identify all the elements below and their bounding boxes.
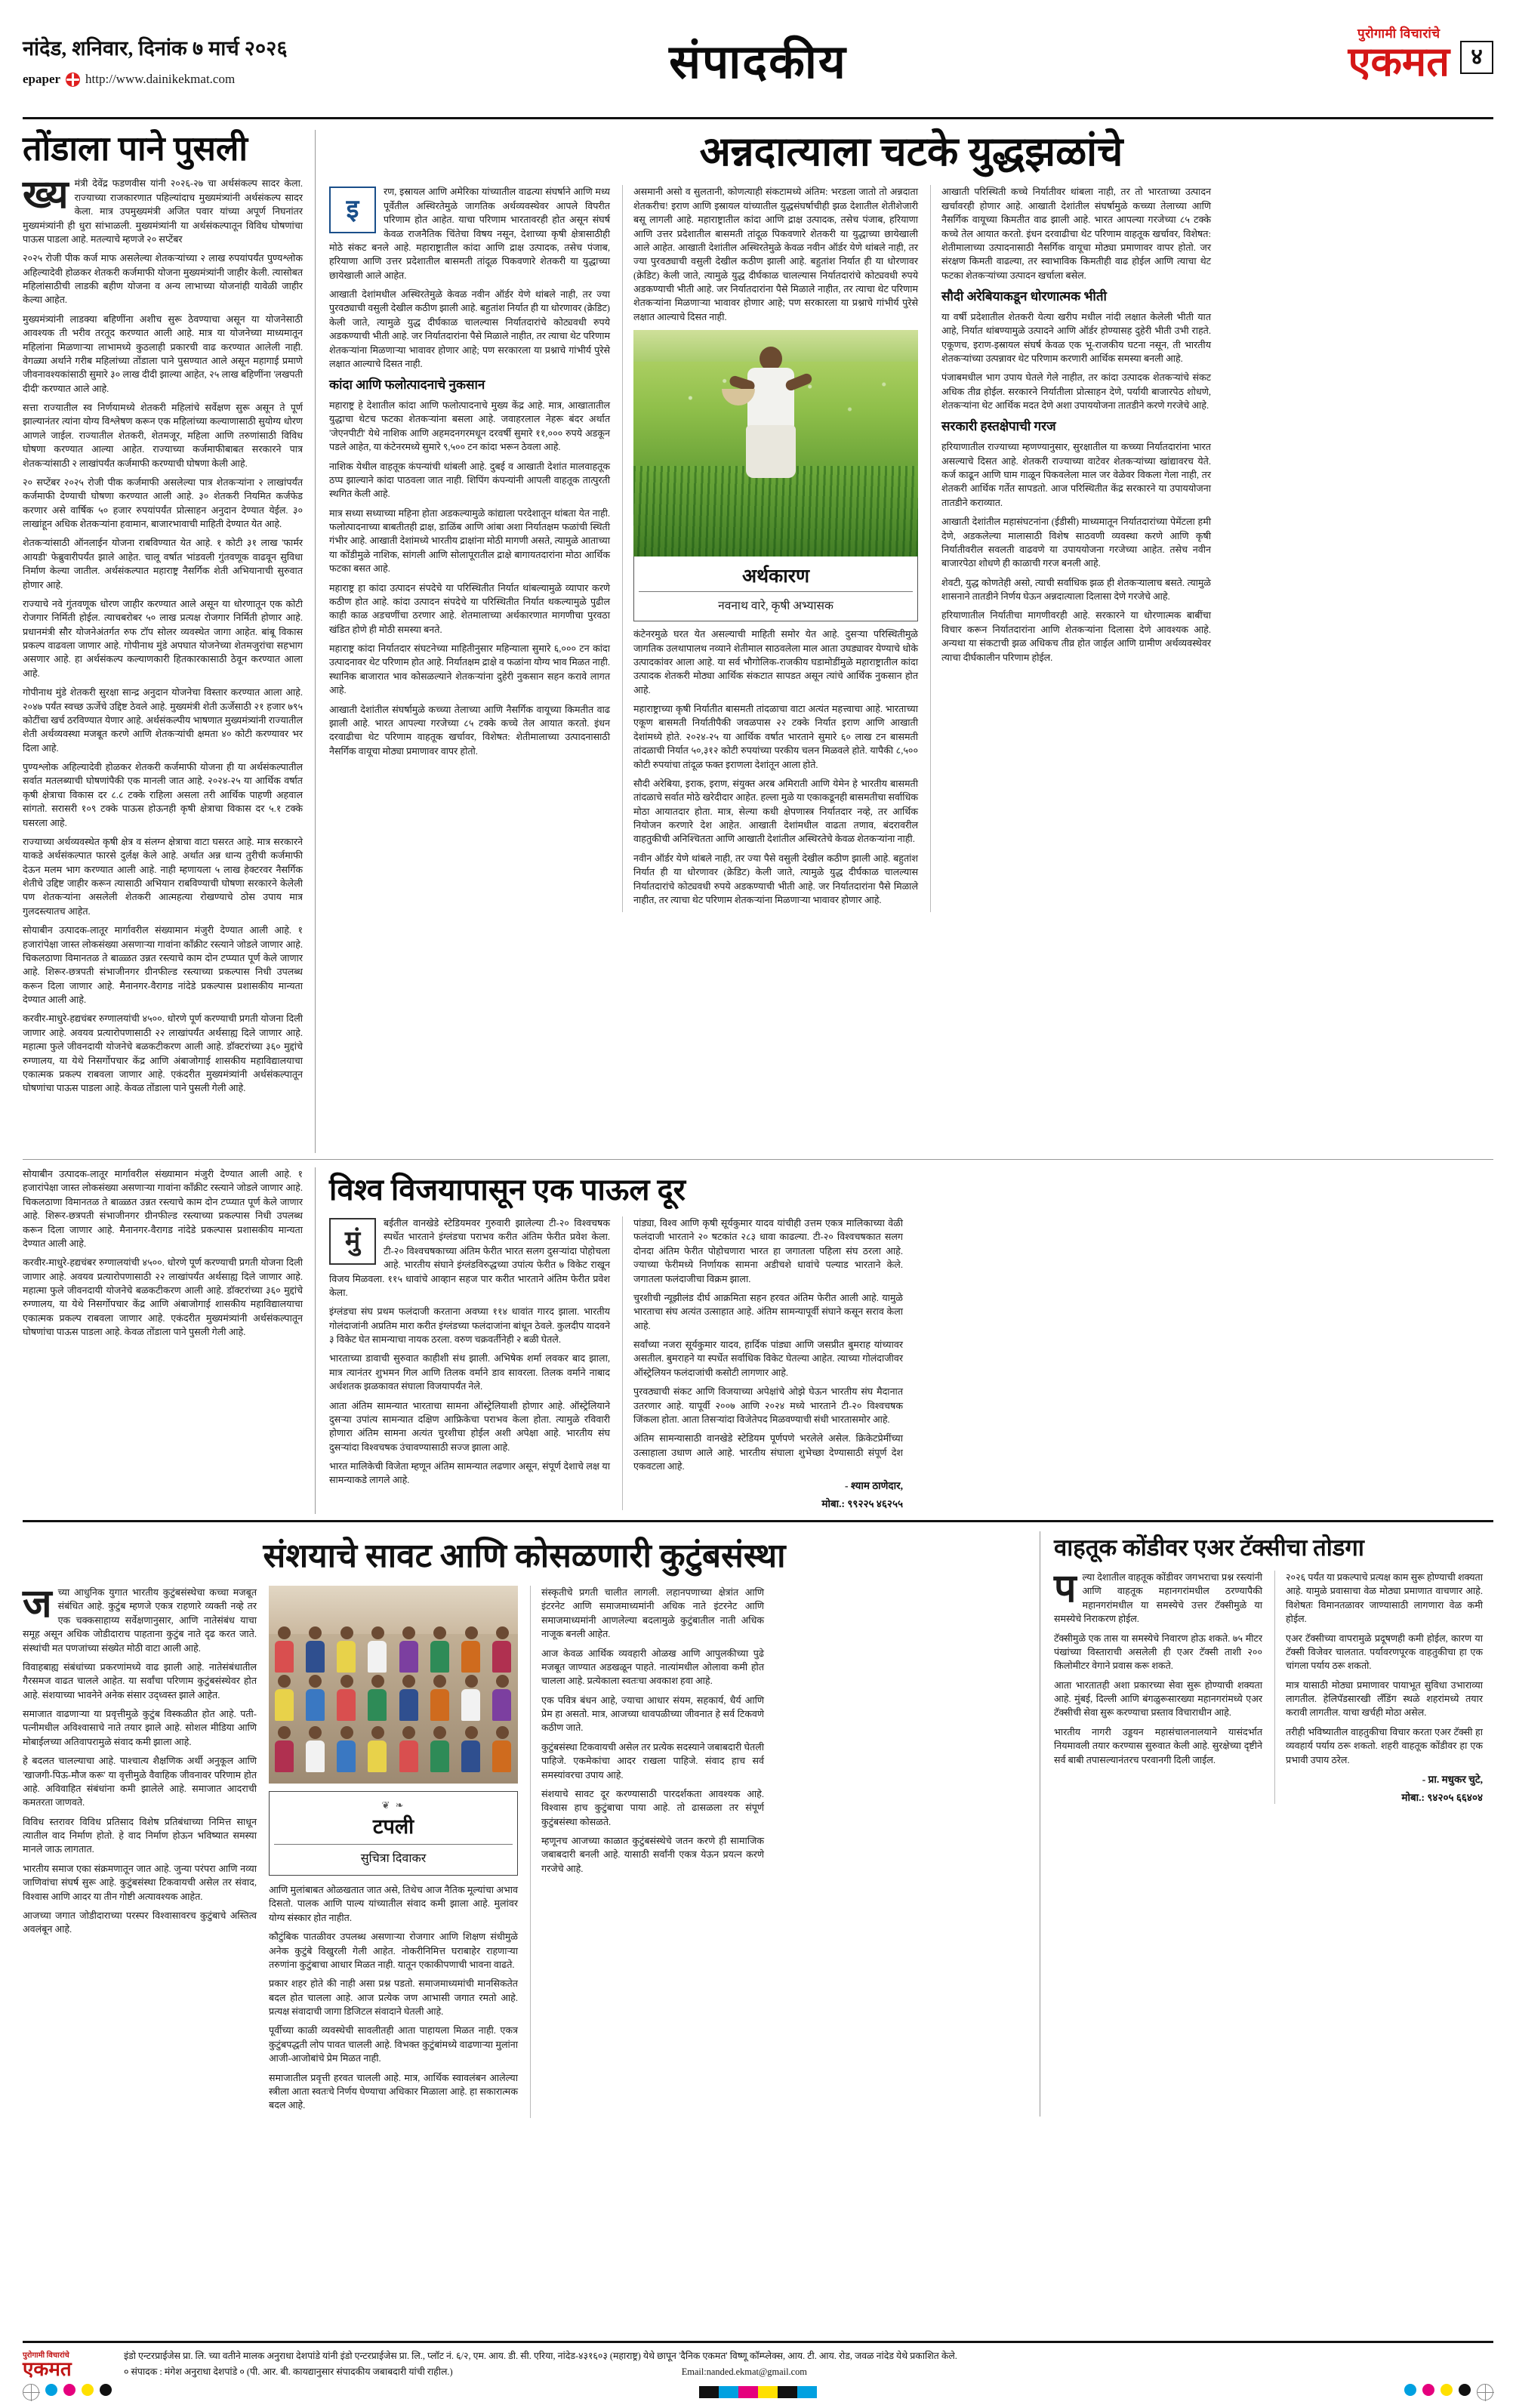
person-figure	[275, 1675, 294, 1721]
kicker-letter: मुं	[329, 1218, 376, 1265]
paragraph: पंजाबमधील भाग उपाय घेतले गेले नाहीत, तर कांदा उत्पादक शेतकऱ्यांचे संकट अधिक तीव्र होईल. सरकारने निर्यातीला प्रोत्साहन देणे, पर्यायी बाजारपेठ शोधणे, शेतकऱ्यांना थेट आर्थिक मदत देणे अशा उपाययोजना तातडीने करणे गरजेचे आहे.	[941, 372, 1211, 412]
person-figure	[306, 1675, 325, 1721]
person-figure	[430, 1626, 450, 1673]
paragraph: बईतील वानखेडे स्टेडियमवर गुरुवारी झालेल्या टी-२० विश्वचषक स्पर्धेत भारताने इंग्लंडचा पराभव करीत अंतिम फेरीत प्रवेश केला. टी-२० विश्वचषकाच्या अंतिम फेरीत भारत सलग दुसऱ्यांदा पोहोचला आहे. भारतीय संघाने इंग्लंडविरुद्धच्या उपांत्य फेरीत ७ विकेट राखून विजय मिळवला. ११५ धावांचे आव्हान सहज पार करीत भारताने अंतिम फेरीत प्रवेश केला.	[329, 1218, 610, 1298]
paragraph: शेतकऱ्यांसाठी ऑनलाईन योजना राबविण्यात येत आहे. १ कोटी ३१ लाख 'फार्मर आयडी' फेब्रुवारीपर्यंत झाले आहेत. चालू वर्षात भांडवली गुंतवणूक वाढवून सुविधा निर्माण केल्या जातील. अर्थसंकल्पात महाराष्ट्र नैसर्गिक शेती अभियानाची सुरुवात होणार आहे.	[23, 538, 303, 590]
author-contact: मोबा.: ९९२२५ ४६२५५	[821, 1498, 903, 1510]
paragraph: पल्या देशातील वाहतूक कोंडीवर जगभराचा प्रश्न रस्त्यांनी आणि वाहतूक महानगरांमधील ठरण्यापैकी महानगरांमधील या समस्येचे उत्तर टॅक्सीमुळे या समस्येचे निराकरण होईल.	[1054, 1568, 1262, 1625]
family-group-photo	[269, 1586, 518, 1784]
farmer-figure	[725, 347, 815, 498]
paragraph: राज्याचे नवे गुंतवणूक धोरण जाहीर करण्यात आले असून या धोरणातून एक कोटी रोजगार निर्मिती होईल. त्याचबरोबर ५० लाख प्रत्यक्ष रोजगार निर्मिती होणार आहे. प्रधानमंत्री सौर योजनेअंतर्गत रुफ टॉप सोलर व्यवस्थेत जागा आहेत. बांबू विकास प्रकल्प वाढवला जाणार आहे. गोपीनाथ मुंडे अपघात योजनेच्या शेतमजुरांचा सहभाग असणार आहे. हा अर्थसंकल्प कल्याणकारी हितकारकासाठी ठेवून करण्यात आला आहे.	[23, 598, 303, 679]
section-top	[23, 130, 1493, 1153]
paragraph: म्हणूनच आजच्या काळात कुटुंबसंस्थेचे जतन करणे ही सामाजिक जबाबदारी बनली आहे. यासाठी सर्वांनी एकत्र येऊन प्रयत्न करणे गरजेचे आहे.	[541, 1836, 764, 1874]
paragraph: आजच्या जगात जोडीदाराच्या परस्पर विश्वासावरच कुटुंबाचे अस्तित्व अवलंबून आहे.	[23, 1910, 257, 1935]
imprint-line-2	[124, 2365, 1493, 2379]
main-headline: अन्नदात्याला चटके युद्धझळांचे	[699, 129, 1123, 174]
paragraph: २०२५ रोजी पीक कर्ज माफ असलेल्या शेतकऱ्यांच्या २ लाख रुपयांपर्यंत पुण्यश्लोक अहिल्यादेवी होळकर शेतकरी कर्जमाफी योजना मुख्यमंत्र्यांनी जाहीर केली. त्यासोबत महिलांसाठीची लाडकी बहीण योजना व अन्य लाभाच्या योजनांही यावेळी जाहीर केल्या आहेत.	[23, 253, 303, 306]
person-figure	[275, 1726, 294, 1772]
paragraph: नवीन ऑर्डर येणे थांबले नाही, तर ज्या पैसे वसुली देखील कठीण झाली आहे. बहुतांश निर्यात ही या धोरणावर (क्रेडिट) केली जाते, त्यामुळे युद्ध दीर्घकाळ चालल्यास निर्यातदारांचे कोट्यवधी रुपये अडकण्याची भीती आहे. जर निर्यातदारांना पैसे मिळाले नाहीत, तर त्याचा थेट परिणाम शेतकऱ्यांना मिळणाऱ्या भावावर होणार आहे.	[633, 853, 918, 905]
paragraph: चुरशीची न्यूझीलंड दीर्घ आक्रमिता सहन हरवत अंतिम फेरीत आली आहे. यामुळे भारताचा संघ अत्यंत उत्साहात आहे. अंतिम सामन्यापूर्वी संघाने कसून सराव केला आहे.	[633, 1292, 903, 1331]
paragraph: तरीही भविष्यातील वाहतुकीचा विचार करता एअर टॅक्सी हा व्यवहार्य पर्याय ठरू शकतो. शहरी वाहतूक कोंडीवर हा एक प्रभावी उपाय ठरेल.	[1286, 1726, 1483, 1765]
paragraph: भारतीय नागरी उड्डयन महासंचालनालयाने यासंदर्भात नियमावली तयार करण्यास सुरुवात केली आहे. सुरक्षेच्या दृष्टीने सर्व बाबी तपासल्यानंतरच परवानगी दिली जाईल.	[1054, 1726, 1262, 1765]
paragraph: हे बदलत चालल्याचा आहे. पाश्चात्य शैक्षणिक अर्थी अनुकूल आणि 'खाजगी-पिऊ-मौज करू' या वृत्तीमुळे वैवाहिक जीवनावर परिणाम होत आहे. अविवाहित संबंधांना कमी झालेले आहे. समाजात आदराची कमतरता जाणवते.	[23, 1756, 257, 1808]
person-figure	[337, 1675, 356, 1721]
person-figure	[399, 1726, 419, 1772]
author-name: - श्याम ठाणेदार,	[844, 1480, 903, 1492]
cricket-columns	[329, 1216, 1493, 1510]
column-label-box	[269, 1791, 518, 1876]
paragraph: सोयाबीन उत्पादक-लातूर मार्गावरील संख्यामान मंजुरी देण्यात आली आहे. १ हजारांपेक्षा जास्त लोकसंख्या असणाऱ्या गावांना कॉंक्रीट रस्त्याने जोडले जाणार आहे. चिकलठाणा विमानतळ ते बाळ्ळत उन्नत रस्त्याचे काम दोन टप्प्यात पूर्ण केले जाणार आहे. शिरूर-छत्रपती संभाजीनगर ग्रीनफील्ड रस्त्याच्या प्रकल्पास निधी उपलब्ध करून दिला जाणार आहे. मैनानगर-वैरागड नांदेडे प्रकल्पास प्रशासकीय मान्यता देण्यात आली आहे.	[23, 1169, 303, 1249]
paragraph: भारताच्या डावाची सुरुवात काहीशी संथ झाली. अभिषेक शर्मा लवकर बाद झाला, मात्र त्यानंतर शुभमन गिल आणि तिलक वर्माने डाव सावरला. तिलक वर्माने नाबाद अर्धशतक झळकावत संघाला विजयापर्यंत नेले.	[329, 1353, 610, 1392]
person-figure	[492, 1675, 512, 1721]
color-dot-yellow-r	[1441, 2384, 1453, 2396]
paragraph: कंटेनरमुळे घरत येत असल्याची माहिती समोर येत आहे. दुसऱ्या परिस्थितीमुळे जागतिक उलथापालथ नव्याने शेतीमाल साठवलेला माल आता उघड्यावर येण्याचे धोके उत्पादकांवर आला आहे. या सर्व भौगोलिक-राजकीय घडामोडींमुळे महाराष्ट्रातील कांदा उत्पादक शेतकरी मोठ्या आर्थिक संकटात सापडत असून त्यांचे आर्थिक नुकसान होत आहे.	[633, 629, 918, 695]
paragraph: राज्याच्या अर्थव्यवस्थेत कृषी क्षेत्र व संलग्न क्षेत्राचा वाटा घसरत आहे. मात्र सरकारने याकडे अर्थसंकल्पात फारसे दुर्लक्ष केले आहे. अर्थात अन्न धान्य तुरीची कर्जमाफी देऊन मलम भाग करण्यात आली आहे. नाही म्हणायला ५ लाख हेक्टरवर नैसर्गिक शेतीचे उद्दिष्ट जाहीर करून त्यासाठी अभियान राबविण्याची घोषणा सरकारने केलेली पण शेतकऱ्यांना असलेली शेतकरी आत्महत्या रोखण्याचे ठोस उपाय मात्र गुलदस्त्यातच आहेत.	[23, 836, 303, 917]
footer-logo-name: एकमत	[23, 2358, 72, 2380]
color-dot-yellow	[82, 2384, 94, 2396]
print-registration-bar	[23, 2384, 1493, 2400]
editorial-body	[23, 174, 303, 1095]
paragraph: विविध स्तरावर विविध प्रतिसाद विशेष प्रतिबंधाच्या निमित्त साधून त्यातील वाद निर्माण होतो. हे वाद निर्माण होऊन भविष्यात समस्या मानले जाऊ लागतात.	[23, 1816, 257, 1855]
paragraph: महाराष्ट्र हा कांदा उत्पादन संपदेचे या परिस्थितीत निर्यात थांबल्यामुळे व्यापार करणे कठीण होत आहे. कांदा उत्पादन संपदेचे या परिस्थितीत निर्यात थकल्यामुळे पुढील काही काळ अडचणींचा ठरणार आहे. शेतमालाच्या अर्थकारणात मागणीचा पुरवठा खंडित होणे ही मोठी समस्या बनते.	[329, 582, 610, 635]
person-figure	[399, 1626, 419, 1673]
color-dot-cyan-r	[1404, 2384, 1416, 2396]
masthead-center	[347, 20, 1169, 92]
paragraph: असमानी असो व सुलतानी, कोणत्याही संकटामध्ये अंतिम: भरडला जातो तो अन्नदाता शेतकरीच! इराण आणि इस्रायल यांच्यातील युद्धसंघर्षाचीही झळ देशातील शेतीशेजारी बसू लागली आहे. महाराष्ट्रातील कांदा आणि द्राक्ष उत्पादक, तसेच पंजाब, हरियाणा आणि उत्तर प्रदेशातील बासमती तांदूळ पिकवणारे शेतकरी या युद्धाच्या छायेखाली आले आहेत. आखाती देशांतील अस्थिरतेमुळे केवळ नवीन ऑर्डर येणे थांबले नाही, तर ज्या पुरवठ्याची वसुली देखील कठीण झाली आहे. बहुतांश निर्यात ही या धोरणावर (क्रेडिट) केली जाते, त्यामुळे युद्ध दीर्घकाळ चालल्यास निर्यातदारांचे कोट्यवधी रुपये अडकण्याची भीती आहे. जर निर्यातदारांना पैसे मिळाले नाहीत, तर त्याचा थेट परिणाम शेतकऱ्यांना मिळणाऱ्या भावावर होणार आहे; पण सरकारला या प्रश्नाचे गांभीर्य पुरेसे लक्षात आल्याचे दिसत नाही.	[633, 187, 918, 322]
epaper-link[interactable]	[23, 72, 347, 87]
person-figure	[461, 1626, 481, 1673]
caption-author: नवनाथ वारे, कृषी अभ्यासक	[639, 591, 913, 613]
airtaxi-column-1	[1054, 1568, 1262, 1804]
caption-title: अर्थकारण	[741, 566, 810, 587]
column-author: सुचित्रा दिवाकर	[274, 1844, 513, 1866]
brand-tagline: पुरोगामी विचारांचे	[1357, 26, 1441, 41]
person-figure	[492, 1626, 512, 1673]
paragraph: कुटुंबसंस्था टिकवायची असेल तर प्रत्येक सदस्याने जबाबदारी घेतली पाहिजे. एकमेकांचा आदर राखला पाहिजे. संवाद हाच सर्व समस्यांवरचा उपाय आहे.	[541, 1741, 764, 1781]
article-family	[23, 1531, 1040, 2117]
section-bottom	[23, 1520, 1493, 2117]
paragraph: आखाती परिस्थिती कच्चे निर्यातीवर थांबला नाही, तर तो भारताच्या उत्पादन खर्चावरही होणार आहे. आखाती देशांतील संघर्षामुळे कच्च्या तेलाच्या आणि नैसर्गिक वायूच्या किमतीत वाढ झाली आहे. भारत आपल्या गरजेच्या ८५ टक्के कच्चे तेल आयात करतो. इंधन दरवाढीचा थेट परिणाम वाहतूक खर्चावर, विशेषत: शेतीमालाच्या उत्पादनासाठी नैसर्गिक वायूचा मोठ्या प्रमाणावर वापर होतो. जर संरक्षण किमती वाढल्या, तर स्वाभाविक किमतीही वाढ होईल आणि त्याचा थेट फटका शेतकऱ्यांच्या उत्पादन खर्चाला बसेल.	[941, 187, 1211, 281]
person-figure	[337, 1726, 356, 1772]
airtaxi-headline: वाहतूक कोंडीवर एअर टॅक्सीचा तोडगा	[1054, 1534, 1364, 1561]
paragraph: विवाहबाह्य संबंधांच्या प्रकरणांमध्ये वाढ झाली आहे. नातेसंबंधातील गैरसमज वाढत चालले आहेत. या सर्वांचा परिणाम कुटुंबसंस्थेवर होत आहे. संशयाच्या भावनेने अनेक संसार उद्ध्वस्त झाले आहेत.	[23, 1661, 257, 1700]
color-dot-cyan	[45, 2384, 57, 2396]
paragraph: महाराष्ट्र कांदा निर्यातदार संघटनेच्या माहितीनुसार महिन्याला सुमारे ६,००० टन कांदा उत्पादनावर थेट परिणाम होत आहे. निर्यातक्षम द्राक्षे व फळांना योग्य भाव मिळत नाही. स्थानिक बाजारात भाव कोसळल्याने शेतकऱ्यांना दुहेरी नुकसान सहन करावे लागत आहे.	[329, 643, 610, 696]
paragraph: शेवटी, युद्ध कोणतेही असो, त्याची सर्वाधिक झळ ही शेतकऱ्यालाच बसते. त्यामुळे शासनाने तातडीने निर्णय घेऊन अन्नदात्याला दिलासा देणे गरजेचे आहे.	[941, 577, 1211, 603]
person-figure	[337, 1626, 356, 1673]
color-dot-magenta	[63, 2384, 75, 2396]
brand-name: एकमत	[1348, 39, 1450, 85]
paragraph: भारतीय समाज एका संक्रमणातून जात आहे. जुन्या परंपरा आणि नव्या जाणिवांचा संघर्ष सुरू आहे. कुटुंबसंस्था टिकवायची असेल तर संवाद, विश्वास आणि आदर या तीन गोष्टी अत्यावश्यक आहेत.	[23, 1863, 257, 1902]
person-figure	[306, 1626, 325, 1673]
paragraph: महाराष्ट्र हे देशातील कांदा आणि फलोत्पादनाचे मुख्य केंद्र आहे. मात्र, आखातातील युद्धाचा थेटच फटका शेतकऱ्यांना बसला आहे. जवाहरलाल नेहरू बंदर अर्थात 'जेएनपीटी' येथे नाशिक आणि अहमदनगरमधून दरवर्षी सुमारे ११,००० रुपये अडकून पडले आहेत, या कंटेनरमध्ये सुमारे ९,५०० टन कांदा भरून ठेवला आहे.	[329, 400, 610, 453]
paragraph: सत्ता राज्यातील स्व निर्णयामध्ये शेतकरी महिलांचे सर्वेक्षण सुरू असून ते पूर्ण झाल्यानंतर त्यांना योग्य विश्लेषण करून एक महिलांच्या कल्याणासाठी सुयोग्य धोरण आणले जाईल. राज्यातील शेतकरी, शेतमजूर, महिला आणि तरुणांसाठी विविध घोषणा करण्यात आल्या आहेत. राज्याच्या कर्जमाफीबाबत सरकारने पात्र शेतकऱ्यांसाठी २ लाखांपर्यंत कर्जमाफी करण्याची घोषणा केली आहे.	[23, 402, 303, 469]
strip-cyan	[719, 2386, 738, 2398]
person-figure	[306, 1726, 325, 1772]
paragraph: एअर टॅक्सीच्या वापरामुळे प्रदूषणही कमी होईल, कारण या टॅक्सी विजेवर चालतात. पर्यावरणपूरक वाहतुकीचा हा एक चांगला पर्याय ठरू शकतो.	[1286, 1633, 1483, 1672]
person-figure	[368, 1626, 387, 1673]
registration-mark-icon	[23, 2384, 39, 2400]
paragraph: पांड्या, विश्व आणि कृषी सूर्यकुमार यादव यांचीही उत्तम एकत्र मालिकाच्या वेळी फलंदाजी भारताने २० षटकांत २८३ धावा काढल्या. टी-२० विश्वचषकात सलग दोनदा अंतिम फेरीत पोहोचणारा भारत हा जगातला पहिला संघ ठरला आहे. ज्याच्या फेरीमध्ये निर्णायक सामना अडीचशे धावांचे पल्याड भारताने केले. जगातला फलंदाजीचा विक्रम झाला.	[633, 1218, 903, 1284]
airtaxi-column-2	[1274, 1571, 1483, 1804]
paragraph: रण, इस्रायल आणि अमेरिका यांच्यातील वाढत्या संघर्षाने आणि मध्य पूर्वेतील अस्थिरतेमुळे जागतिक अर्थव्यवस्थेवर आपले विपरीत परिणाम होत आहेत. याचा परिणाम भारतावरही होत असून संघर्ष केवळ राजनैतिक चिंतेचा विषय नसून, देशाच्या कृषी क्षेत्रासाठीही मोठे संकट बनले आहे. महाराष्ट्रातील कांदा आणि द्राक्ष उत्पादक, तसेच पंजाब, हरियाणा आणि उत्तर प्रदेशातील बासमती तांदूळ पिकवणारे शेतकरी या युद्धाच्या छायेखाली आले आहेत.	[329, 187, 610, 281]
person-figure	[430, 1726, 450, 1772]
paragraph: आणि मुलांबाबत ओळखतात जात असे, तिथेच आज नैतिक मूल्यांचा अभाव दिसतो. पालक आणि पाल्य यांच्यातील संवाद कमी झाला आहे. मुलांवर योग्य संस्कार होत नाहीत.	[269, 1885, 518, 1923]
paragraph: २० सप्टेंबर २०२५ रोजी पीक कर्जमाफी असलेल्या पात्र शेतकऱ्यांना २ लाखांपर्यंत कर्जमाफी देण्याची घोषणा करण्यात आली आहे. ३० शेतकरी नियमित कर्जफेड करणार असे वार्षिक ५० हजार रुपयांपर्यंत प्रोत्साहन अनुदान देण्यात येईल. ३० लाखांहून अधिक शेतकऱ्यांना हवामान, बाजारभावाची माहिती देण्यात येत आहे.	[23, 476, 303, 530]
strip-cyan-2	[797, 2386, 817, 2398]
paragraph: मुख्यमंत्र्यांनी लाडक्या बहिणींना अशीच सुरू ठेवण्याचा असून या योजनेसाठी आवश्यक ती भरीव तरतूद करण्यात आली आहे. मात्र या योजनेच्या माध्यमातून महिलांना मिळणाऱ्या लाभामध्ये कुठलाही प्रकारची वाढ करण्यात आलेली नाही. वेगळ्या अर्थाने गरीब महिलांच्या तोंडाला पाने पुसण्यात आले असून महागाई प्रमाणे जीवनावश्यकांसाठी सुमारे ३० लाख दीदी झाल्या आहेत, २५ लाख बहिणींना 'लखपती दीदी' करण्यात आले आहे.	[23, 313, 303, 394]
paragraph: आखाती देशांतील संघर्षामुळे कच्च्या तेलाच्या आणि नैसर्गिक वायूच्या किमतीत वाढ झाली आहे. भारत आपल्या गरजेच्या ८५ टक्के कच्चे तेल आयात करतो. इंधन दरवाढीचा थेट परिणाम वाहतूक खर्चावर, विशेषत: शेतीमालाच्या उत्पादनासाठी नैसर्गिक वायूचा मोठ्या प्रमाणावर वापर होतो.	[329, 704, 610, 757]
cricket-headline: विश्व विजयापासून एक पाऊल दूर	[329, 1173, 686, 1207]
article-cricket	[316, 1167, 1493, 1514]
family-column-3	[530, 1586, 764, 2118]
registration-marks-left	[23, 2384, 112, 2400]
footer-email[interactable]: Email:nanded.ekmat@gmail.com	[681, 2366, 807, 2377]
globe-icon	[66, 72, 80, 87]
photo-row-middle	[269, 1675, 518, 1721]
paragraph: समाजातील प्रवृत्ती हरवत चालली आहे. मात्र, आर्थिक स्वावलंबन आलेल्या स्त्रीला आता स्वतःचे निर्णय घेण्याचा अधिकार मिळाला आहे. हा सकारात्मक बदल आहे.	[269, 2072, 518, 2111]
person-figure	[368, 1675, 387, 1721]
paragraph: हरियाणातील राज्याच्या म्हणण्यानुसार, सुरक्षातील या कच्च्या निर्यातदारांना भारत असल्याचे दिसत आहे. शेतकरी राज्याच्या वाटेवर शेतकऱ्यांच्या खांद्यावरच येते. कर्ज काढून आणि घाम गाळून पिकवलेला माल जर वेळेवर विकला गेला नाही, तर शेतकरी आर्थिक गर्तेत सापडतो. आज परिस्थितीत केंद्र सरकारने या उपाययोजना तातडीने कराव्यात.	[941, 442, 1211, 508]
color-dot-black-r	[1459, 2384, 1471, 2396]
strip-magenta	[738, 2386, 758, 2398]
masthead	[23, 20, 1493, 119]
page-footer	[23, 2341, 1493, 2379]
article-airtaxi	[1040, 1531, 1493, 2117]
paragraph: आता अंतिम सामन्यात भारताचा सामना ऑस्ट्रेलियाशी होणार आहे. ऑस्ट्रेलियाने दुसऱ्या उपांत्य सामन्यात दक्षिण आफ्रिकेचा पराभव केला होता. त्यामुळे रविवारी होणारा अंतिम सामना अत्यंत चुरशीचा होईल अशी अपेक्षा आहे. भारतीय संघ दुसऱ्यांदा विश्वचषक उंचावण्यासाठी सज्ज झाला आहे.	[329, 1400, 610, 1453]
paragraph: जच्या आधुनिक युगात भारतीय कुटुंबसंस्थेचा कच्चा मजबूत संबंधित आहे. कुटुंब म्हणजे एकत्र राहणारे व्यक्ती नव्हे तर एक चक्कसाहाय्य सर्वेक्षणानुसार, आणि नातेसंबंध याचा समूह असून अधिक जोडीदाराच पाहताना कुटुंब नाते दृढ करत जाते. संस्थांची मत पणजांच्या संख्येत मोठी वाटा आली आहे.	[23, 1583, 257, 1654]
paragraph: पूर्वीच्या काळी व्यवस्थेची सावलीतही आता पाहायला मिळत नाही. एकत्र कुटुंबपद्धती लोप पावत चालली आहे. विभक्त कुटुंबांमध्ये वाढणाऱ्या मुलांना आजी-आजोबांचे प्रेम मिळत नाही.	[269, 2025, 518, 2064]
paragraph: टॅक्सीमुळे एक तास या समस्येचे निवारण होऊ शकते. ७५ मीटर पंखांच्या विस्ताराची असलेली ही एअर टॅक्सी ताशी २०० किलोमीटर वेगाने प्रवास करू शकते.	[1054, 1633, 1262, 1672]
footer-logo-tagline: पुरोगामी विचारांचे	[23, 2351, 69, 2360]
paragraph: अंतिम सामन्यासाठी वानखेडे स्टेडियम पूर्णपणे भरलेले असेल. क्रिकेटप्रेमींच्या उत्साहाला उधाण आले आहे. भारतीय संघाला शुभेच्छा देण्यासाठी संपूर्ण देश एकवटला आहे.	[633, 1433, 903, 1472]
paragraph: इंग्लंडचा संघ प्रथम फलंदाजी करताना अवघ्या ११४ धावांत गारद झाला. भारतीय गोलंदाजांनी अप्रतिम मारा करीत इंग्लंडच्या फलंदाजांना बांधून ठेवले. कुलदीप यादवने ३ विकेट घेत सामन्याचा नायक ठरला. वरुण चक्रवर्तीनेही २ बळी घेतले.	[329, 1306, 610, 1345]
column-name: टपली	[372, 1815, 414, 1838]
photo-caption-box	[633, 557, 918, 621]
cricket-column-1	[329, 1216, 610, 1510]
color-strip	[699, 2386, 817, 2398]
farmer-field-photo	[633, 330, 918, 557]
paragraph: पुण्यश्लोक अहिल्यादेवी होळकर शेतकरी कर्जमाफी योजना ही या अर्थसंकल्पातील सर्वात मतलब्याची घोषणांपैकी एक मानली जात आहे. २०२४-२५ या आर्थिक वर्षात कृषी क्षेत्राचा विकास दर ८.८ टक्के राहिला असला तरी आर्थिक पाहणी अहवाल सांगतो. सरासरी १०९ टक्के पाऊस होऊनही कृषी क्षेत्राचा विकास दर ५.१ टक्के घसरला आहे.	[23, 762, 303, 828]
subheading: सरकारी हस्तक्षेपाची गरज	[941, 419, 1056, 434]
epaper-url: http://www.dainikekmat.com	[85, 72, 236, 86]
person-figure	[399, 1675, 419, 1721]
page-number: ४	[1460, 41, 1493, 74]
paragraph: गोपीनाथ मुंडे शेतकरी सुरक्षा सान्द्र अनुदान योजनेचा विस्तार करण्यात आला आहे. २०४७ पर्यंत स्वच्छ ऊर्जेचे उद्दिष्ट ठेवले आहे. मुख्यमंत्री शेती ऊर्जेसाठी २१ हजार ७९५ कोटींचा खर्च ठरविण्यात येणार आहे. अर्थसंकल्पीय भाषणात मुख्यमंत्र्यांनी राज्यातील शेती अर्थव्यवस्था मजबूत करणे आणि शेतकऱ्यांची क्षमता ४० कोटी करण्यावर भर दिला आहे.	[23, 687, 303, 754]
bird-icon: ❦ ❧	[381, 1799, 405, 1811]
epaper-label: epaper	[23, 72, 61, 86]
paragraph: सर्वांच्या नजरा सूर्यकुमार यादव, हार्दिक पांड्या आणि जसप्रीत बुमराह यांच्यावर असतील. बुमराहने या स्पर्धेत सर्वाधिक विकेट घेतल्या आहेत. त्याच्या गोलंदाजीवर ऑस्ट्रेलियन फलंदाजांची कसोटी लागणार आहे.	[633, 1340, 903, 1378]
farmer-body	[747, 368, 794, 428]
person-figure	[461, 1726, 481, 1772]
paragraph: या वर्षी प्रदेशातील शेतकरी येत्या खरीप मधील नांदी लक्षात केलेली भीती यात आहे, निर्यात थांबण्यामुळे उत्पादने आणि ऑर्डर होण्यासह दुहेरी भीती उभी राहते. एकूणच, इराण-इस्रायल संघर्ष केवळ एक भू-राजकीय घटना नसून, ती भारतीय शेतकऱ्यांच्या उत्पन्नावर थेट परिणाम करणारी आर्थिक समस्या बनली आहे.	[941, 311, 1211, 364]
registration-marks-right	[1404, 2384, 1493, 2400]
paragraph: संशयाचे सावट दूर करण्यासाठी पारदर्शकता आवश्यक आहे. विश्वास हाच कुटुंबाचा पाया आहे. तो ढासळला तर संपूर्ण कुटुंबसंस्था कोसळते.	[541, 1788, 764, 1827]
strip-black	[699, 2386, 719, 2398]
paragraph: ख्यमंत्री देवेंद्र फडणवीस यांनी २०२६-२७ चा अर्थसंकल्प सादर केला. राज्याच्या राजकारणात पहिल्यांदाच मुख्यमंत्र्यांनी अर्थसंकल्प सादर केला. मात्र उपमुख्यमंत्री अजित पवार यांच्या अपूर्ण निघनांतर मुख्यमंत्र्यांनी ही धुरा सांभाळली. मुख्यमंत्र्यांनी या अर्थसंकल्पातून विविध घोषणांचा पाऊस पाडला आहे. मतल्याचे म्हणजे २० सप्टेंबर	[23, 174, 303, 245]
strip-yellow	[758, 2386, 778, 2398]
place-date: नांदेड, शनिवार, दिनांक ७ मार्च २०२६	[23, 37, 288, 60]
registration-mark-icon-right	[1477, 2384, 1493, 2400]
family-column-2	[269, 1586, 518, 2118]
paragraph: आता भारतातही अशा प्रकारच्या सेवा सुरू होण्याची शक्यता आहे. मुंबई, दिल्ली आणि बंगळुरूसारख्या महानगरांमध्ये एअर टॅक्सीची सेवा सुरू करण्याचा प्रस्ताव विचाराधीन आहे.	[1054, 1679, 1262, 1719]
masthead-right	[1169, 20, 1493, 85]
subheading: कांदा आणि फलोत्पादनाचे नुकसान	[329, 378, 485, 393]
paragraph: भारत मालिकेची विजेता म्हणून अंतिम सामन्यात लढणार असून, संपूर्ण देशाचे लक्ष या सामन्याकडे लागले आहे.	[329, 1461, 610, 1486]
imprint-line-2-text: ० संपादक : मंगेश अनुराधा देशपांडे ० (पी. आर. बी. कायद्यानुसार संपादकीय जबाबदारी यांची राहील.)	[124, 2366, 453, 2377]
paragraph: मात्र सध्या सध्याच्या महिना होता अडकल्यामुळे कांद्याला परदेशातून थांबता येत नाही. फलोत्पादनाच्या बाबतीतही द्राक्ष, डाळिंब आणि आंबा अशा निर्यातक्षम फळांची स्थिती गंभीर आहे. आखाती देशांमध्ये भारतीय द्राक्षांना मोठी मागणी असते, त्यामुळे आताच्या या कोंडीमुळे नाशिक, सांगली आणि सोलापूरातील द्राक्षे बागायतदारांना मोठा आर्थिक फटका बसत आहे.	[329, 507, 610, 575]
photo-row-back	[269, 1626, 518, 1673]
author-contact: मोबा.: ९४२०५ ६६४०४	[1401, 1791, 1483, 1803]
section-title: संपादकीय	[669, 37, 847, 88]
person-figure	[492, 1726, 512, 1772]
airtaxi-columns	[1054, 1568, 1493, 1804]
article-editorial	[23, 130, 316, 1153]
main-columns	[329, 185, 1493, 912]
paragraph: नाशिक येथील वाहतूक कंपन्यांची थांबली आहे. दुबई व आखाती देशांत मालवाहतूक ठप्प झाल्याने कांदा पाठवला जात नाही. शिपिंग कंपन्यांनी आपली वाहतूक तात्पुरती स्थगित केली आहे.	[329, 461, 610, 500]
kicker-letter: इ	[329, 187, 376, 233]
brand-logo	[1348, 24, 1450, 85]
paragraph: एक पवित्र बंधन आहे, ज्याचा आधार संयम, सहकार्य, धैर्य आणि प्रेम हा असतो. मात्र, आजच्या धावपळीच्या जीवनात हे सर्व टिकवणे कठीण जाते.	[541, 1694, 764, 1734]
paragraph: प्रकार शहर होते की नाही असा प्रश्न पडतो. समाजमाध्यमांची मानसिकतेत बदल होत चालला आहे. आज प्रत्येक जण आभासी जगात रमतो आहे. प्रत्यक्ष संवादाची जागा डिजिटल संवादाने घेतली आहे.	[269, 1978, 518, 2017]
article-main	[316, 130, 1493, 1153]
paragraph: पुरवठ्याची संकट आणि विजयाच्या अपेक्षांचे ओझे घेऊन भारतीय संघ मैदानात उतरणार आहे. यापूर्वी २००७ आणि २०२४ मध्ये भारताने टी-२० विश्वचषक जिंकला होता. आता तिसऱ्यांदा विजेतेपद मिळवण्याची संधी भारतासमोर आहे.	[633, 1386, 903, 1425]
family-columns	[23, 1583, 1026, 2118]
farmer-dhoti	[746, 425, 796, 478]
paragraph: हरियाणातील निर्यातीचा मागणीवरही आहे. सरकारने या धोरणात्मक बाबींचा विचार करून निर्यातदारांना आणि शेतकऱ्यांना दिलासा देणे आवश्यक आहे. अन्यथा या संकटाची झळ अधिकच तीव्र होत जाईल आणि ग्रामीण अर्थव्यवस्थेवर त्याचा दीर्घकालीन परिणाम होईल.	[941, 610, 1211, 663]
paragraph: आखाती देशांमधील अस्थिरतेमुळे केवळ नवीन ऑर्डर येणे थांबले नाही, तर ज्या पुरवठ्याची वसुली देखील कठीण झाली आहे. बहुतांश निर्यात ही या धोरणावर (क्रेडिट) केली जाते, त्यामुळे युद्ध दीर्घकाळ चालल्यास निर्यातदारांचे कोट्यवधी रुपये अडकण्याची भीती आहे. जर निर्यातदारांना पैसे मिळाले नाहीत, तर त्याचा थेट परिणाम शेतकऱ्यांना मिळणाऱ्या भावावर होणार आहे; पण सरकारला या प्रश्नाचे गांभीर्य पुरेसे लक्षात आल्याचे दिसत नाही.	[329, 289, 610, 369]
strip-black-2	[778, 2386, 797, 2398]
subheading: सौदी अरेबियाकडून धोरणात्मक भीती	[941, 289, 1107, 304]
main-column-1	[329, 185, 610, 912]
person-figure	[461, 1675, 481, 1721]
paragraph: करवीर-माधुरे-हद्यचंबर रुग्णालयांची ४५००. धोरणे पूर्ण करण्याची प्रगती योजना दिली जाणार आहे. अवयव प्रत्यारोपणासाठी २२ लाखांपर्यंत अर्थसाह्य दिले जाणार आहे. महात्मा फुले जीवनदायी योजनेचे बळकटीकरण आली आहे. डॉक्टरांच्या ३६० मुद्दांचे रुग्णालय, या येथे निसर्गोपचार केंद्र आणि अंबाजोगाई शासकीय महाविद्यालयाचा एकात्मक प्रकल्प राबवला जाणार आहे. एकंदरीत मुख्यमंत्र्यांनी अर्थसंकल्पातून घोषणांचा पाऊस पाडला आहे. केवळ तोंडाला पाने पुसली गेली आहे.	[23, 1257, 303, 1338]
photo-row-front	[269, 1726, 518, 1772]
person-figure	[430, 1675, 450, 1721]
paragraph: समाजात वाढणाऱ्या या प्रवृत्तीमुळे कुटुंब विस्कळीत होत आहे. पती-पत्नीमधील अविश्वासाचे नाते तयार झाले आहे. सोशल मीडिया आणि मोबाईलच्या अतिवापरामुळे संवाद कमी झाला आहे.	[23, 1709, 257, 1747]
family-column-1	[23, 1583, 257, 2118]
editorial-continuation	[23, 1167, 316, 1514]
paragraph: आज केवळ आर्थिक व्यवहारी ओळख आणि आपुलकीच्या पुढे मजबूत जाण्यात अडखळून पाहते. नात्यांमधील ओलावा कमी होत चालला आहे. प्रत्येकाला स्वतःचा अवकाश हवा आहे.	[541, 1648, 764, 1687]
main-column-2	[622, 185, 918, 912]
cricket-column-2	[622, 1216, 903, 1510]
paragraph: कौटुंबिक पातळीवर उपलब्ध असणाऱ्या रोजगार आणि शिक्षण संधीमुळे अनेक कुटुंबे विखुरली गेली आहेत. नोकरीनिमित्त घराबाहेर राहणाऱ्या तरुणांना कुटुंबाचा आधार मिळत नाही. यातून एकाकीपणाची भावना वाढते.	[269, 1932, 518, 1970]
paragraph: आखाती देशांतील महासंघटनांना (ईडीसी) माध्यमातून निर्यातदारांच्या पेमेंटला हमी देणे, अडकलेल्या मालासाठी विशेष साठवणी व्यवस्था करणे आणि कृषी निर्यातीवरील सवलती वाढवणे या उपाययोजना गरजेच्या आहेत. तसेच नवीन बाजारपेठा शोधणे ही काळाची गरज बनली आहे.	[941, 516, 1211, 569]
footer-logo	[23, 2349, 113, 2379]
paragraph: संस्कृतीचे प्रगती चालीत लागली. लहानपणाच्या क्षेत्रांत आणि इंटरनेट आणि समाजमाध्यमांनी अधिक नाते इंटरनेट आणि समाजमाध्यमांनी आणलेल्या बदलामुळे कुटुंबातील नाती अधिक नाजूक बनली आहेत.	[541, 1587, 764, 1640]
paragraph: सोयाबीन उत्पादक-लातूर मार्गावरील संख्यामान मंजुरी देण्यात आली आहे. १ हजारांपेक्षा जास्त लोकसंख्या असणाऱ्या गावांना कॉंक्रीट रस्त्याने जोडले जाणार आहे. चिकलठाणा विमानतळ ते बाळ्ळत उन्नत रस्त्याचे काम दोन टप्प्यात पूर्ण केले जाणार आहे. शिरूर-छत्रपती संभाजीनगर ग्रीनफील्ड रस्त्याच्या प्रकल्पास निधी उपलब्ध करून दिला जाणार आहे. मैनानगर-वैरागड नांदेडे प्रकल्पास प्रशासकीय मान्यता देण्यात आली आहे.	[23, 925, 303, 1006]
page-title: तोंडाला पाने पुसली	[23, 130, 248, 168]
person-figure	[368, 1726, 387, 1772]
imprint-line-1: इंडो एन्टरप्राईजेस प्रा. लि. च्या वतीने मालक अनुराधा देशपांडे यांनी इंडो एन्टरप्राईजेस प्रा. लि., प्लॉट नं. ६/२, एम. आय. डी. सी. एरिया, नांदेड-४३१६०३ (महाराष्ट्र) येथे छापून 'दैनिक एकमत' विष्णू कॉम्प्लेक्स, आय. टी. आय. रोड, जवळ नांदेड येथे प्रकाशित केले.	[124, 2351, 957, 2361]
main-column-3	[930, 185, 1211, 912]
color-dot-magenta-r	[1422, 2384, 1434, 2396]
author-name: - प्रा. मधुकर चुटे,	[1422, 1773, 1483, 1785]
paragraph: करवीर-माधुरे-हद्यचंबर रुग्णालयांची ४५००. धोरणे पूर्ण करण्याची प्रगती योजना दिली जाणार आहे. अवयव प्रत्यारोपणासाठी २२ लाखांपर्यंत अर्थसाह्य दिले जाणार आहे. महात्मा फुले जीवनदायी योजनेचे बळकटीकरण आली आहे. डॉक्टरांच्या ३६० मुद्दांचे रुग्णालय, या येथे निसर्गोपचार केंद्र आणि अंबाजोगाई शासकीय महाविद्यालयाचा एकात्मक प्रकल्प राबवला जाणार आहे. एकंदरीत मुख्यमंत्र्यांनी अर्थसंकल्पातून घोषणांचा पाऊस पाडला आहे. केवळ तोंडाला पाने पुसली गेली आहे.	[23, 1013, 303, 1094]
masthead-left	[23, 20, 347, 87]
footer-imprint	[124, 2349, 1493, 2379]
paragraph: महाराष्ट्राच्या कृषी निर्यातीत बासमती तांदळाचा वाटा अत्यंत महत्त्वाचा आहे. भारताच्या एकूण बासमती निर्यातीपैकी जवळपास २२ टक्के निर्यात इराण आणि आखाती देशांमध्ये होते. २०२४-२५ या आर्थिक वर्षात भारताने सुमारे ६० लाख टन बासमती तांदळाची निर्यात ५०,३१२ कोटी रुपयांच्या परकीय चलन मिळवले होते. यापैकी ८,५०० कोटी रुपयांचा तांदूळ फक्त इराणला देशांतून आला होते.	[633, 704, 918, 770]
person-figure	[275, 1626, 294, 1673]
section-sports	[23, 1159, 1493, 1514]
article-photo	[633, 330, 918, 621]
paragraph: सौदी अरेबिया, इराक, इराण, संयुक्त अरब अमिराती आणि येमेन हे भारतीय बासमती तांदळाचे सर्वात मोठे खरेदीदार आहेत. हल्ला मुळे या एकाकडूनही बासमतीचा सर्वाधिक मोठा आयातदार होता. मात्र, सेल्या कधी क्षेपणास्त्र निर्यातदार नव्हे, तर आर्थिक नियोजन करणारे देश आहेत. आखाती देशांमधील वाढता तणाव, बंदरावरील वाहतुकीची अनिश्चितता आणि आखाती देशांतील अस्थिरतेचे केवळ शेतकऱ्यांना नाही.	[633, 778, 918, 845]
family-headline: संशयाचे सावट आणि कोसळणारी कुटुंबसंस्था	[263, 1537, 786, 1574]
paragraph: २०२६ पर्यंत या प्रकल्पाचे प्रत्यक्ष काम सुरू होण्याची शक्यता आहे. यामुळे प्रवासाचा वेळ मोठ्या प्रमाणात वाचणार आहे. विशेषतः विमानतळावर जाण्यासाठी लागणारा वेळ कमी होईल.	[1286, 1572, 1483, 1625]
color-dot-black	[100, 2384, 112, 2396]
paragraph: मात्र यासाठी मोठ्या प्रमाणावर पायाभूत सुविधा उभाराव्या लागतील. हेलिपॅडसारखी लँडिंग स्थळे शहरांमध्ये तयार करावी लागतील. याचा खर्चही मोठा असेल.	[1286, 1679, 1483, 1719]
